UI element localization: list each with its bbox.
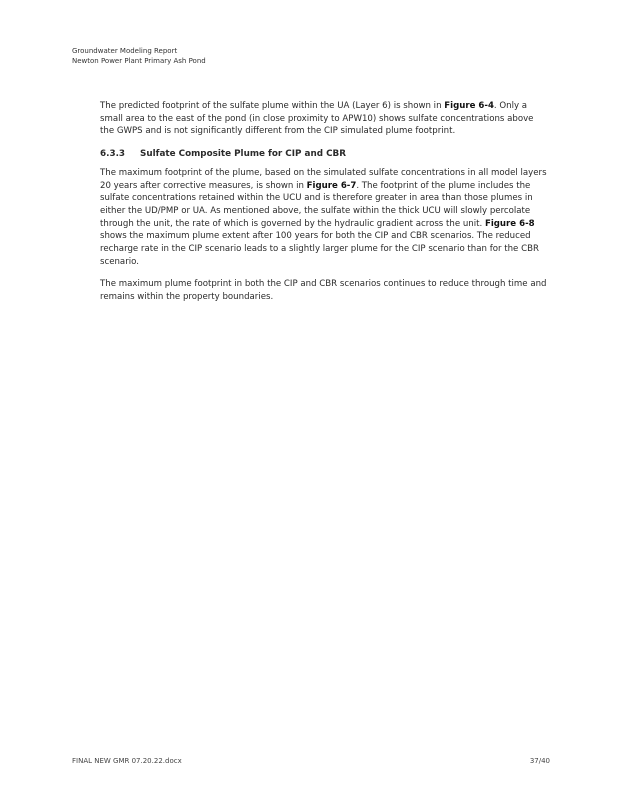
section-heading [100, 148, 550, 161]
section-number: 6.3.3 [100, 149, 126, 160]
page-body [100, 100, 550, 314]
report-subtitle: Newton Power Plant Primary Ash Pond [72, 57, 206, 65]
figure-ref-6-4: Figure 6-4 [444, 101, 494, 111]
paragraph-conclusion: The maximum plume footprint in both the CIP and CBR scenarios continues to reduce through time and remains within the property boundaries. [100, 279, 547, 303]
footer-filename: FINAL NEW GMR 07.20.22.docx [72, 757, 182, 765]
figure-ref-6-7: Figure 6-7 [306, 180, 357, 191]
page-number: 37/40 [529, 757, 550, 765]
paragraph-uа-plume: The predicted footprint of the sulfate plume within the UA (Layer 6) is shown in Figure 6-4. Only a small area to the east of the pond (in close proximity to APW10) shows sulfate concentrations above the GWPS and is not significantly different from the CIP simulated plume footprint. [100, 101, 534, 137]
page-header [72, 46, 206, 66]
paragraph-composite-plume: The maximum footprint of the plume, based on the simulated sulfate concentrations in all model layers 20 years after corrective measures, is shown in Figure 6-7. The footprint of the plume includes the sulfate concentrations retained within the UCU and is therefore greater in area than those plumes in either the UD/PMP or UA. As mentioned above, the sulfate within the thick UCU will slowly percolate through the unit, the rate of which is governed by the hydraulic gradient across the unit. Figure 6-8 shows the maximum plume extent after 100 years for both the CIP and CBR scenarios. The reduced recharge rate in the CIP scenario leads to a slightly larger plume for the CIP scenario than for the CBR scenario. [100, 167, 547, 267]
section-title: Sulfate Composite Plume for CIP and CBR [140, 149, 347, 160]
report-title: Groundwater Modeling Report [72, 47, 178, 55]
figure-ref-6-8: Figure 6-8 [484, 218, 535, 229]
